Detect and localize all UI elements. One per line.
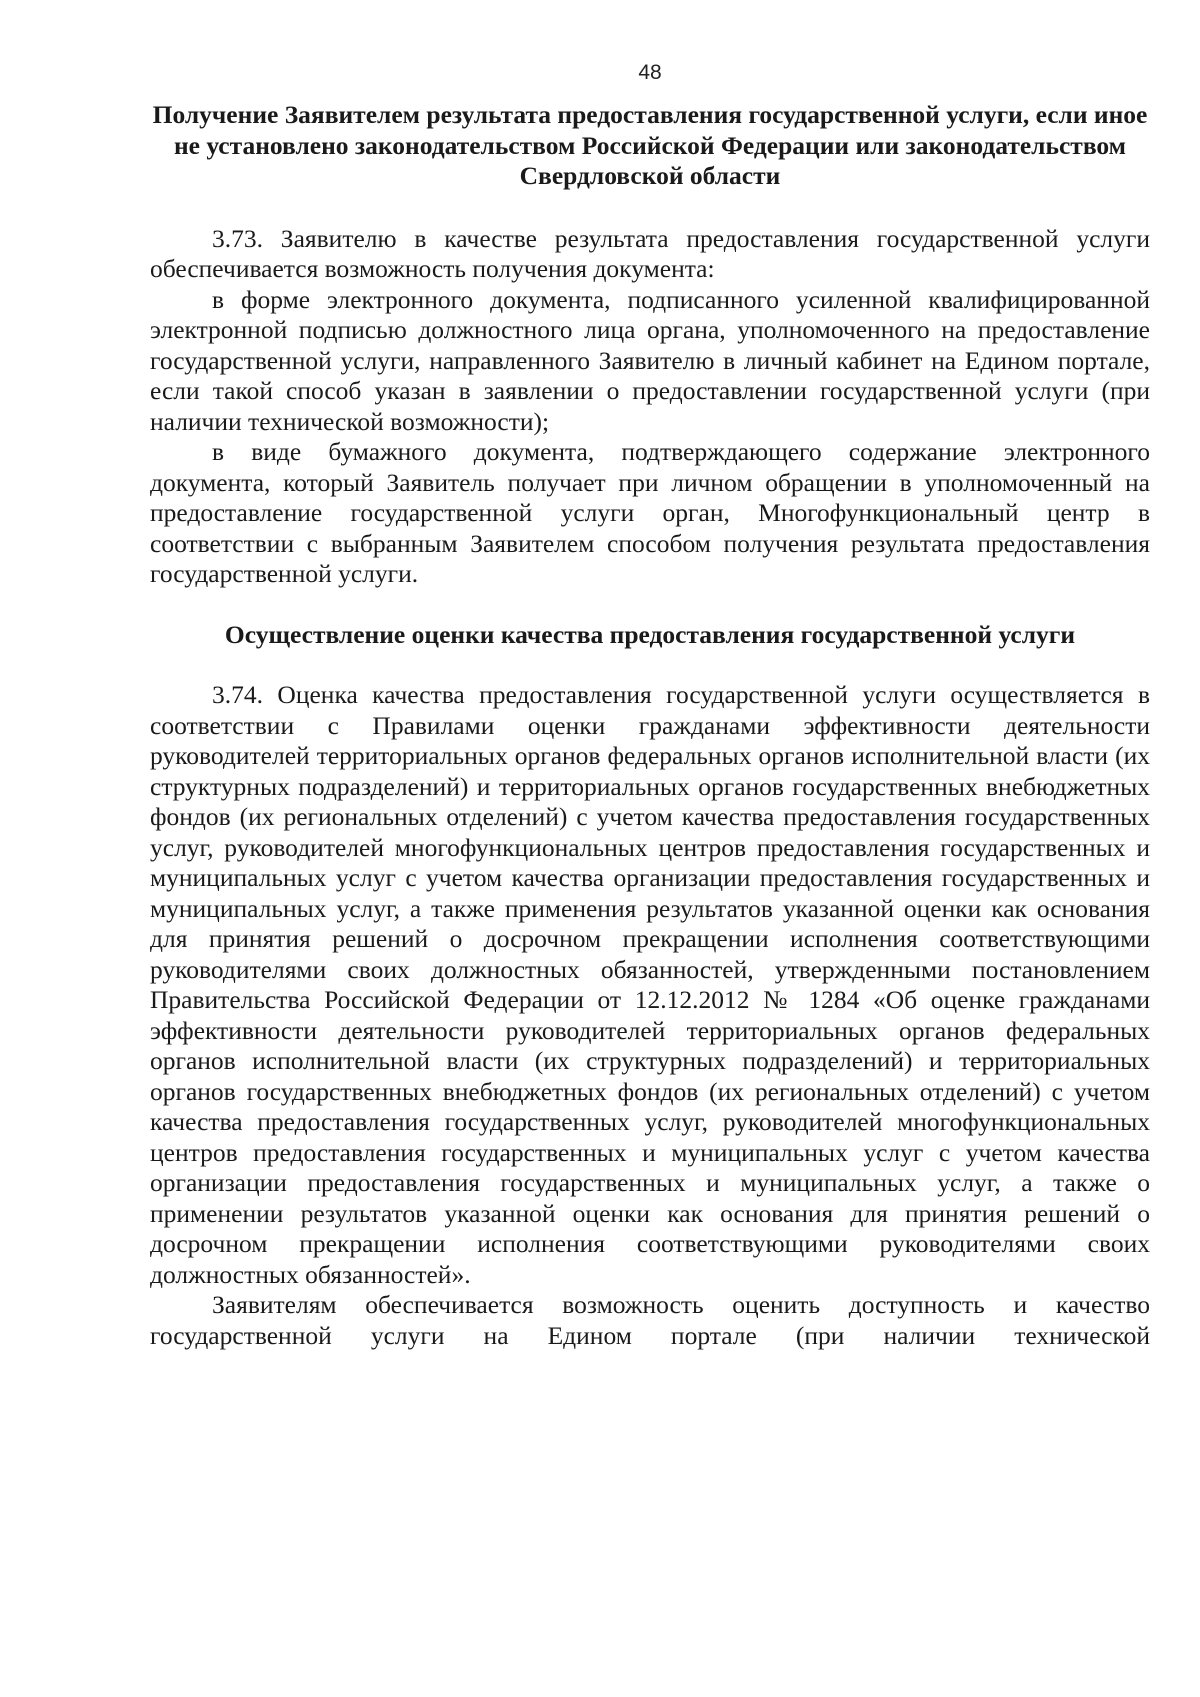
paragraph-applicant-assessment: Заявителям обеспечивается возможность оценить доступность и качество государственной услуги на Едином портале (при наличии технической <box>150 1290 1150 1350</box>
paragraph-electronic-document: в форме электронного документа, подписанного усиленной квалифицированной электронной подписью должностного лица органа, уполномоченного на предоставление государственной услуги, направленного Заявителю в личный кабинет на Едином портале, если такой способ указан в заявлении о предоставлении государственной услуги (при наличии технической возможности); <box>150 284 1150 436</box>
paragraph-paper-document: в виде бумажного документа, подтверждающего содержание электронного документа, который Заявитель получает при личном обращении в уполномоченный на предоставление государственной услуги орган, Многофункциональный центр в соответствии с выбранным Заявителем способом получения результата предоставления государственной услуги. <box>150 437 1150 588</box>
paragraph-3-73: 3.73. Заявителю в качестве результата предоставления государственной услуги обеспечивается возможность получения документа: <box>150 223 1150 283</box>
paragraph-3-74: 3.74. Оценка качества предоставления государственной услуги осуществляется в соответствии с Правилами оценки гражданами эффективности деятельности руководителей территориальных органов федеральных органов исполнительной власти (их структурных подразделений) и территориальных органов государственных внебюджетных фондов (их региональных отделений) с учетом качества предоставления государственных услуг, руководителей многофункциональных центров предоставления государственных и муниципальных услуг с учетом качества организации предоставления государственных и муниципальных услуг, а также применения результатов указанной оценки как основания для принятия решений о досрочном прекращении исполнения соответствующими руководителями своих должностных обязанностей, утвержденными постановлением Правительства Российской Федерации от 12.12.2012 № 1284 «Об оценке гражданами эффективности деятельности руководителей территориальных органов федеральных органов исполнительной власти (их структурных подразделений) и территориальных органов государственных внебюджетных фондов (их региональных отделений) с учетом качества предоставления государственных услуг, руководителей многофункциональных центров предоставления государственных и муниципальных услуг с учетом качества организации предоставления государственных и муниципальных услуг, а также о применении результатов указанной оценки как основания для принятия решений о досрочном прекращении исполнения соответствующими руководителями своих должностных обязанностей». <box>150 680 1150 1289</box>
page-number: 48 <box>638 61 662 84</box>
document-page <box>150 60 1150 1351</box>
section-heading-quality-assessment: Осуществление оценки качества предоставления государственной услуги <box>224 619 1076 649</box>
section-heading-result: Получение Заявителем результата предоставления государственной услуги, если иное не установлено законодательством Российской Федерации или законодательством Свердловской области <box>152 100 1148 190</box>
